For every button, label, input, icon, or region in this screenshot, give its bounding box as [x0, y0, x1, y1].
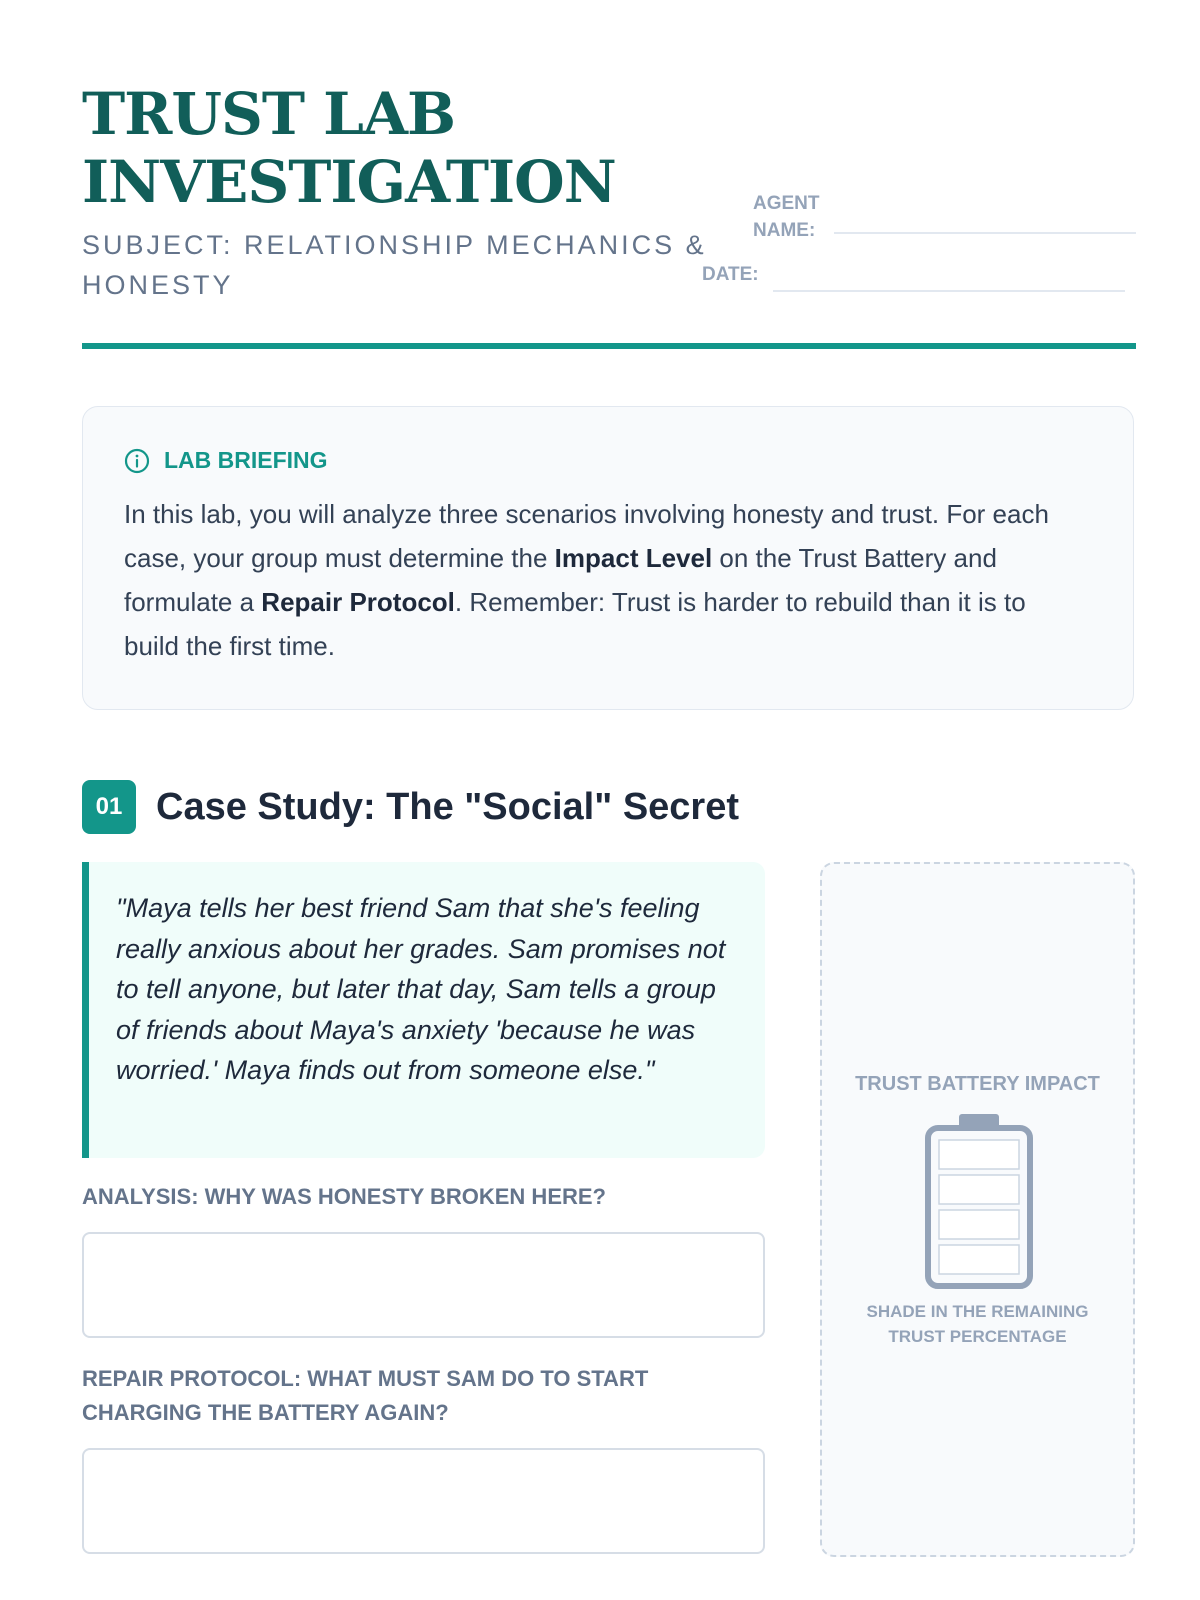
battery-segment-2 — [939, 1210, 1019, 1239]
battery-segment-4 — [939, 1140, 1019, 1169]
analysis-answer-box[interactable] — [82, 1232, 765, 1338]
briefing-text-part3: . Remember: Trust is harder to rebuild than it is to build the first time. — [124, 587, 1026, 661]
lab-briefing-text — [124, 492, 1084, 668]
briefing-repair-protocol: Repair Protocol — [261, 587, 455, 617]
page-title — [82, 80, 1136, 216]
briefing-text-part2: on the Trust Battery and formulate a — [124, 543, 997, 617]
repair-answer-box[interactable] — [82, 1448, 765, 1554]
lab-briefing-box — [82, 406, 1134, 710]
briefing-text-part1: In this lab, you will analyze three scenarios involving honesty and trust. For each case, your group must determine the — [124, 499, 1049, 573]
date-label: DATE: — [702, 264, 759, 285]
scenario-text: "Maya tells her best friend Sam that she's feeling really anxious about her grades. Sam promises not to tell anyone, but later that day, Sam tells a group of friends about Maya's anxiety 'because he was worried.' Maya finds out from someone else." — [116, 893, 726, 1085]
scenario-quote — [82, 862, 765, 1158]
date-field[interactable] — [773, 290, 1125, 292]
worksheet-header — [82, 80, 1136, 348]
battery-icon — [925, 1114, 1033, 1290]
battery-segment-3 — [939, 1175, 1019, 1204]
battery-instruction: SHADE IN THE REMAINING TRUST PERCENTAGE — [866, 1302, 1089, 1346]
title-line-2: INVESTIGATION — [82, 148, 616, 216]
agent-name-label — [753, 190, 820, 244]
agent-name-field[interactable] — [834, 232, 1136, 234]
battery-title: TRUST BATTERY IMPACT — [855, 1073, 1100, 1095]
trust-battery-panel — [820, 862, 1135, 1557]
agent-name-label-line1: AGENT — [753, 193, 820, 214]
info-icon — [124, 448, 150, 474]
case-number-badge: 01 — [82, 780, 136, 834]
title-line-1: TRUST LAB — [82, 80, 455, 148]
battery-segment-1 — [939, 1245, 1019, 1274]
page-subtitle: SUBJECT: RELATIONSHIP MECHANICS & HONESTY — [82, 230, 707, 300]
lab-briefing-title: LAB BRIEFING — [164, 447, 328, 473]
repair-question: REPAIR PROTOCOL: WHAT MUST SAM DO TO START CHARGING THE BATTERY AGAIN? — [82, 1366, 649, 1425]
lab-briefing-heading — [124, 447, 328, 474]
briefing-impact-level: Impact Level — [554, 543, 713, 573]
header-divider — [82, 343, 1136, 349]
agent-name-label-line2: NAME: — [753, 220, 816, 241]
case-title: Case Study: The "Social" Secret — [156, 786, 740, 828]
analysis-question: ANALYSIS: WHY WAS HONESTY BROKEN HERE? — [82, 1184, 606, 1209]
